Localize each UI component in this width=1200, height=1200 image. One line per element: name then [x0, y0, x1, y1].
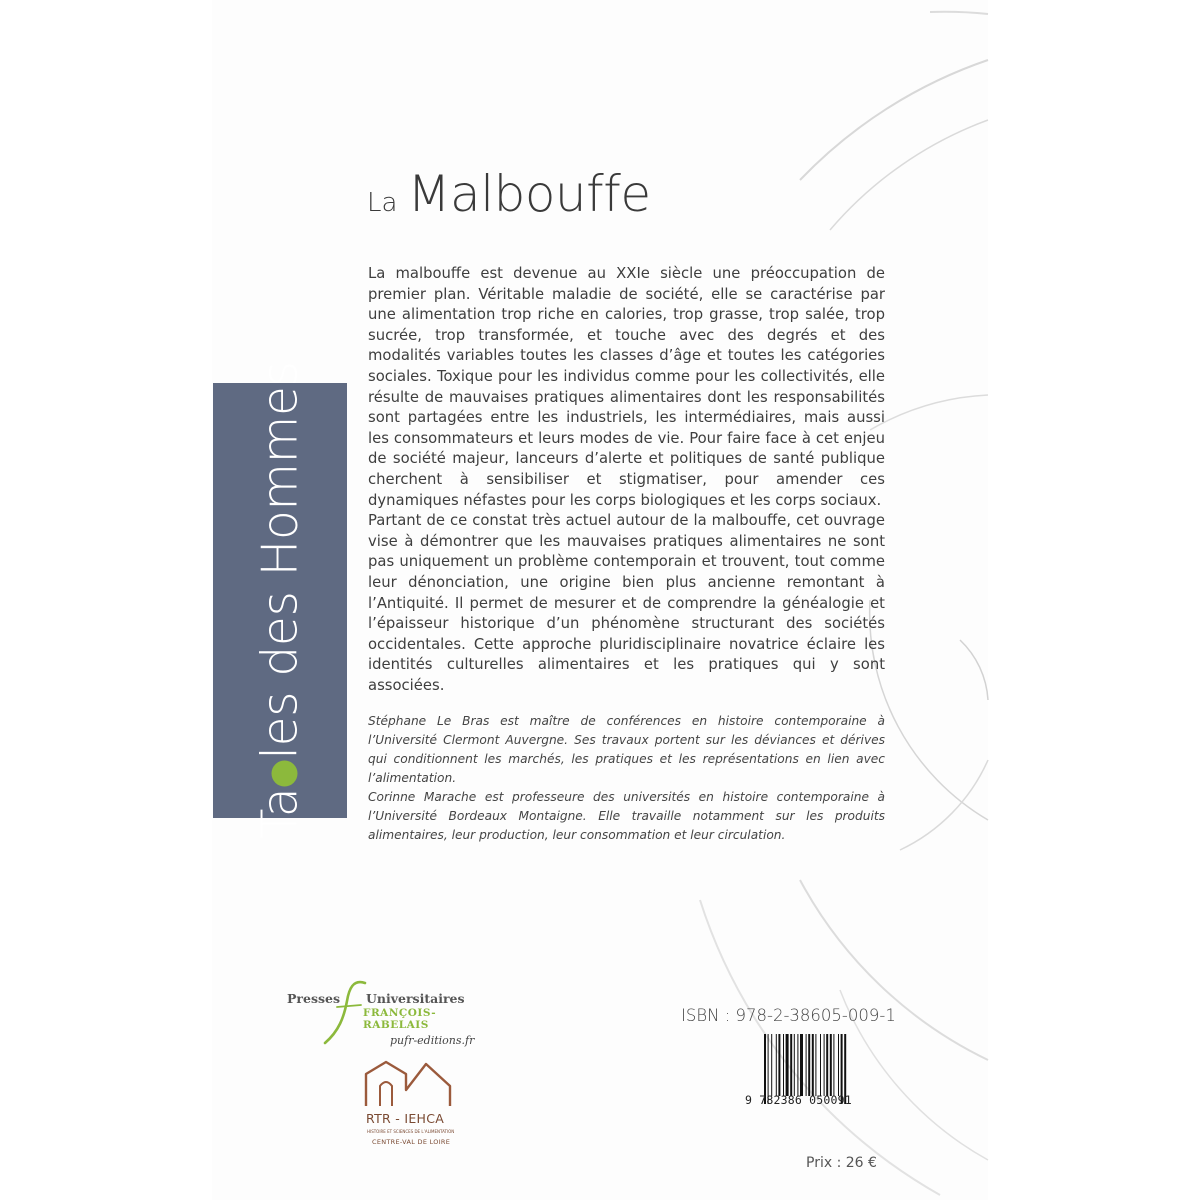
series-name-part4: Hommes	[251, 361, 309, 577]
rtr-subtitle: HISTOIRE ET SCIENCES DE L’ALIMENTATION	[367, 1129, 455, 1134]
title-article: La	[367, 188, 398, 218]
publisher-francois-rabelais: FRANÇOIS-RABELAIS	[363, 1007, 437, 1031]
series-name-part1: Ta	[251, 787, 309, 839]
title-main: Malbouffe	[407, 165, 651, 223]
author-bio-2: Corinne Marache est professeure des universités en histoire contemporaine à l’Université Bordeaux Montaigne. Elle travaille notamment sur les produits alimentaires, leur production, leur consommation et leur circulation.	[368, 790, 885, 842]
author-bio-1: Stéphane Le Bras est maître de conférences en histoire contemporaine à l’Université Clermont Auvergne. Ses travaux portent sur les déviances et dérives qui conditionnent les marchés, les pratiques et les représentations en lien avec l’alimentation.	[368, 714, 885, 785]
summary-paragraph-1: La malbouffe est devenue au XXIe siècle une préoccupation de premier plan. Véritable maladie de société, elle se caractérise par une alimentation trop riche en calories, trop grasse, trop salée, trop sucrée, trop transformée, et touche avec des degrés et des modalités variables toutes les classes d’âge et toutes les catégories sociales. Toxique pour les individus comme pour les collectivités, elle résulte de mauvaises pratiques alimentaires dont les responsabilités sont partagées entre les industriels, les intermédiaires, mais aussi les consommateurs et leurs modes de vie. Pour faire face à cet enjeu de société majeur, lanceurs d’alerte et politiques de santé publique cherchent à sensibiliser et stigmatiser, pour amender ces dynamiques néfastes pour les corps biologiques et les corps sociaux.	[368, 265, 885, 509]
barcode-digits: 9 782386 050091	[745, 1093, 852, 1107]
series-name-part2: les	[251, 691, 309, 760]
rtr-name: RTR - IEHCA	[366, 1111, 445, 1126]
book-title	[367, 165, 651, 223]
publisher-presses: Presses	[287, 991, 341, 1006]
publisher-universitaires: Universitaires	[366, 991, 465, 1006]
author-bios	[368, 712, 885, 845]
series-name-part3: des	[251, 576, 309, 692]
green-dot-icon	[272, 761, 298, 787]
price-label: Prix : 26 €	[806, 1155, 877, 1171]
rtr-region: CENTRE-VAL DE LOIRE	[372, 1138, 451, 1146]
publisher-website: pufr-editions.fr	[390, 1034, 475, 1047]
summary-paragraph-2: Partant de ce constat très actuel autour de la malbouffe, cet ouvrage vise à démontrer que les mauvaises pratiques alimentaires ne sont pas uniquement un problème contemporain et trouvent, tout comme leur dénonciation, une origine bien plus ancienne remontant à l’Antiquité. Il permet de mesurer et de comprendre la généalogie et l’épaisseur historique d’un phénomène structurant des sociétés occidentales. Cette approche pluridisciplinaire novatrice éclaire les identités culturelles alimentaires et les pratiques qui y sont associées.	[368, 512, 885, 694]
script-f-icon	[317, 979, 367, 1049]
summary	[368, 264, 885, 696]
isbn-label: ISBN : 978-2-38605-009-1	[681, 1006, 896, 1025]
series-name	[251, 361, 309, 839]
